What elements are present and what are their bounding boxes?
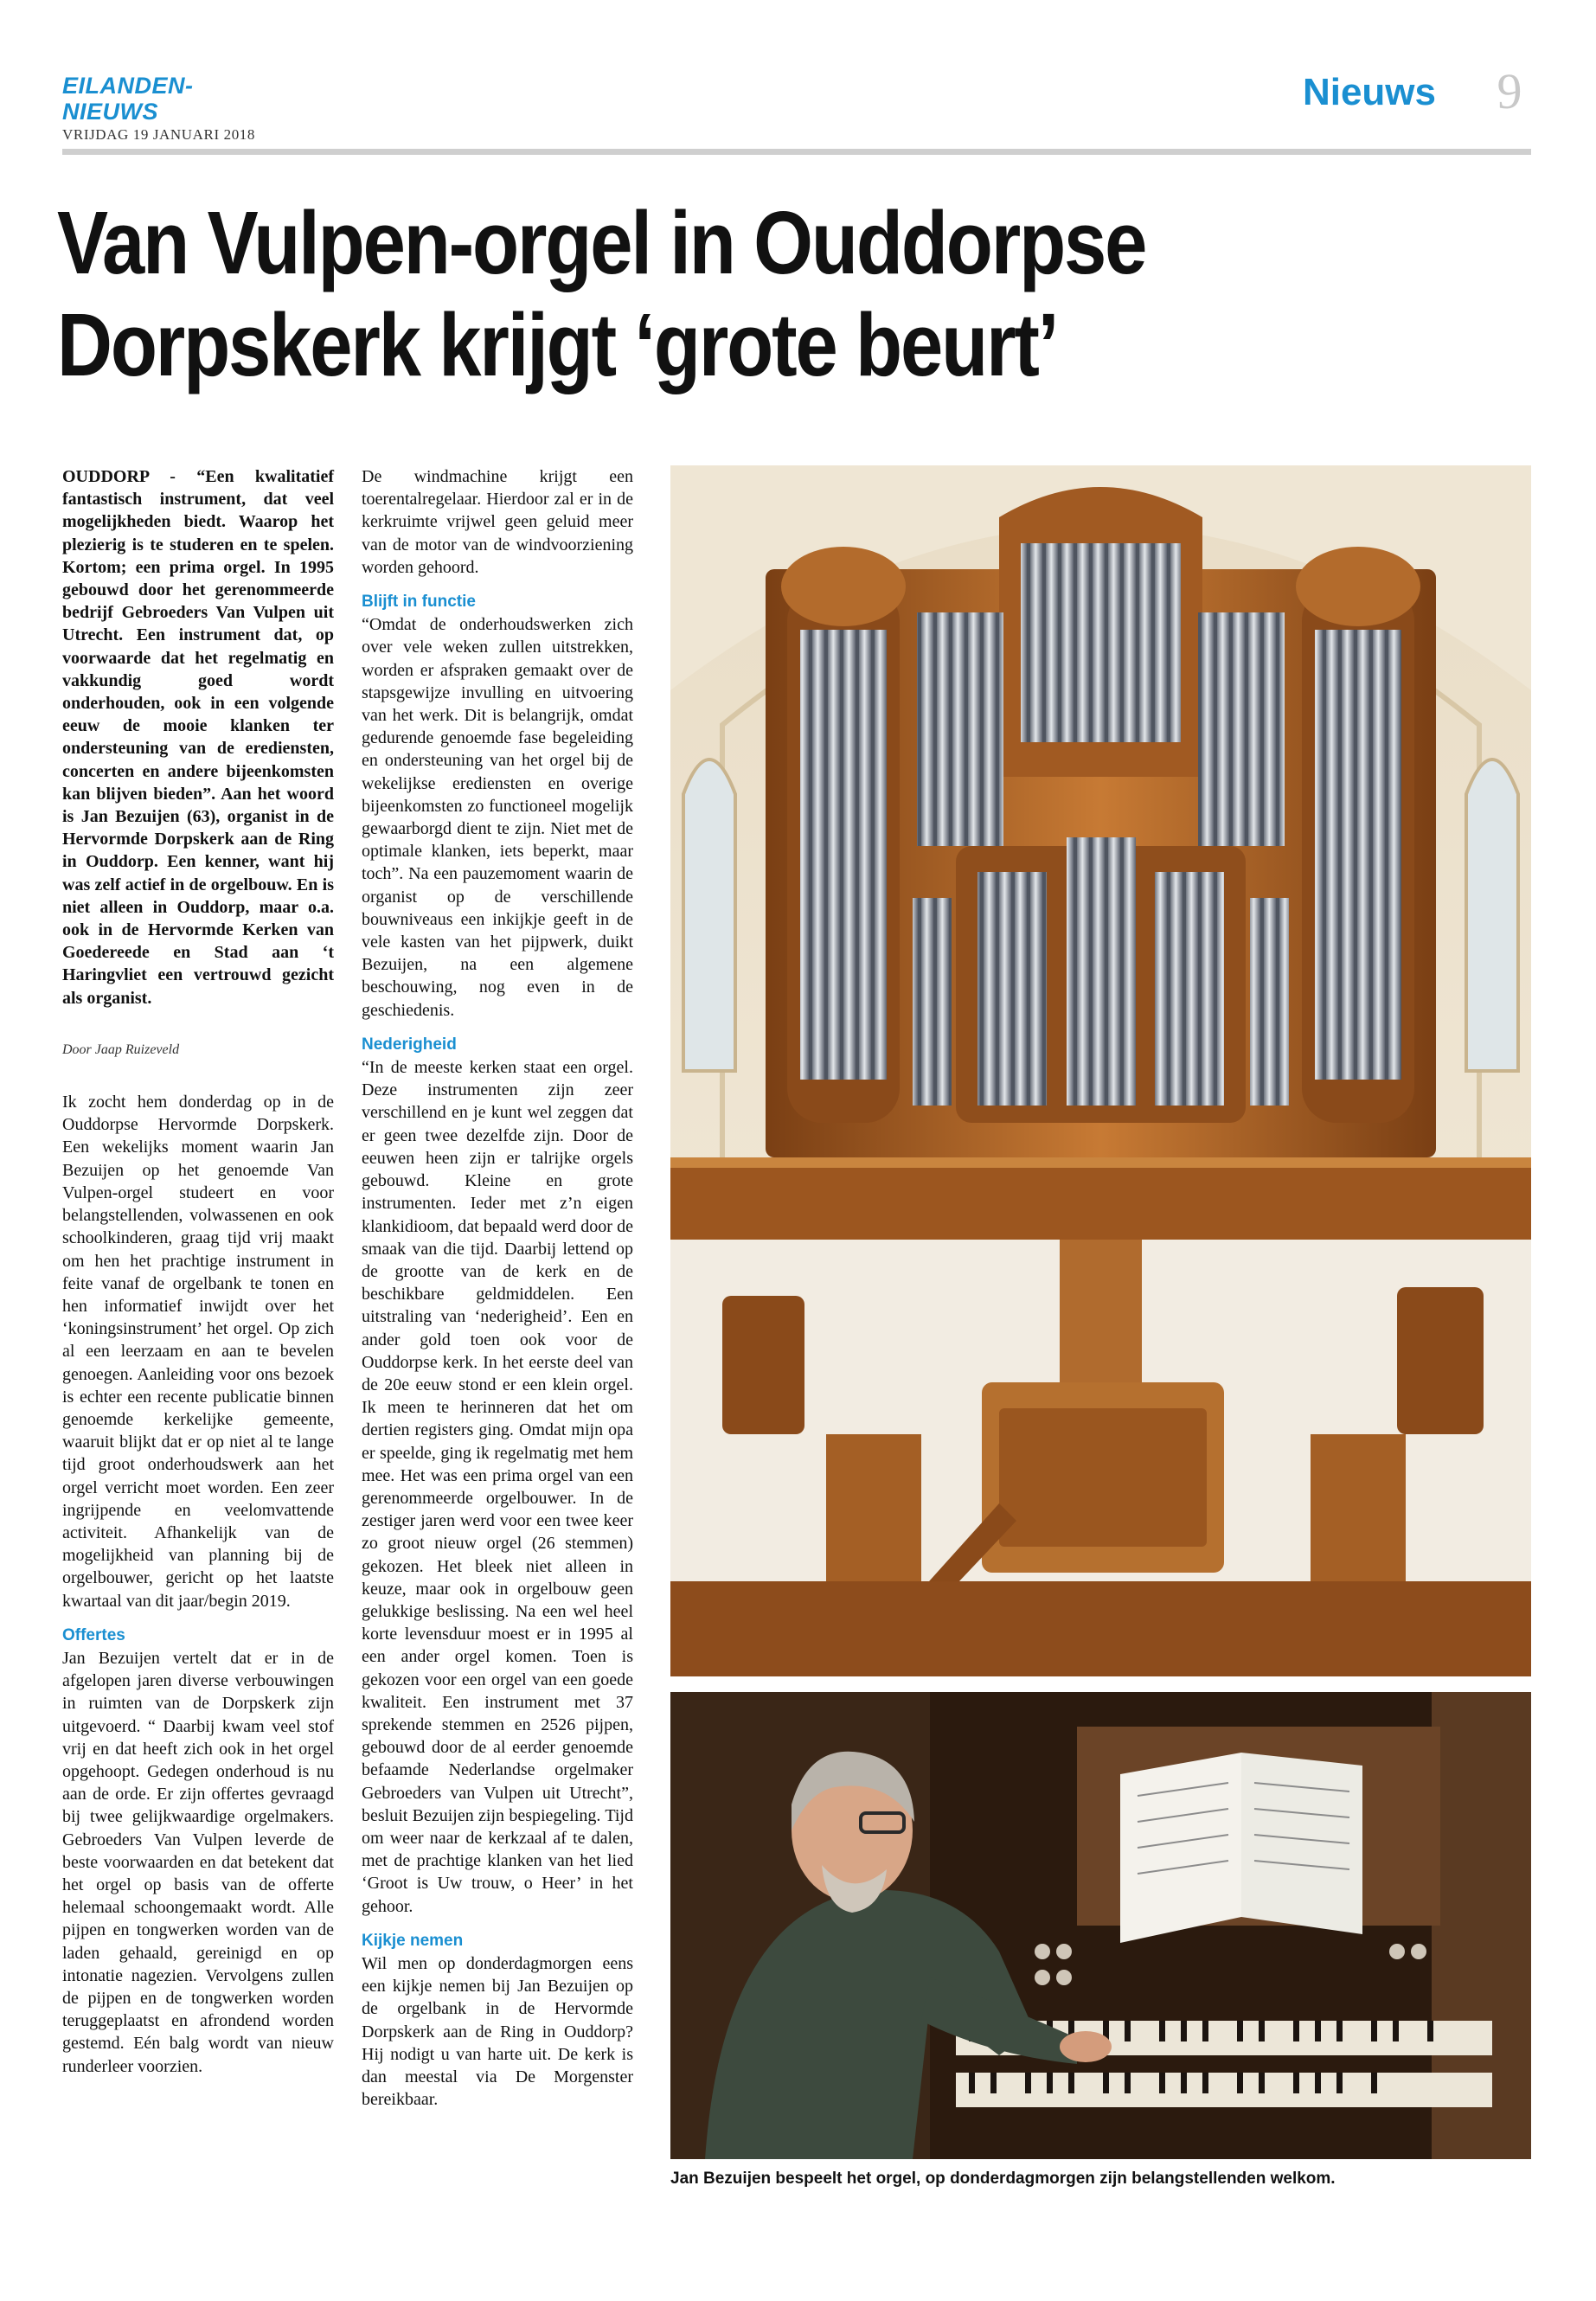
masthead	[62, 73, 287, 143]
subhead-offertes: Offertes	[62, 1625, 125, 1644]
section-label: Nieuws	[1302, 71, 1436, 113]
subhead-kijkje-nemen: Kijkje nemen	[362, 1931, 464, 1950]
article-paragraph: “In de meeste kerken staat een orgel. Deze instrumenten zijn zeer verschillend en je kunt wel zeggen dat er geen twee dezelfde zijn. Door de eeuwen heen zijn er talrijke orgels gebouwd. Kleine en grote instrumenten. Ieder met z’n eigen klankidioom, dat bepaald werd door de smaak van die tijd. Daarbij lettend op de grootte van de kerk en de beschikbare geldmiddelen. Een uitstraling van ‘nederigheid’. Een en ander gold toen ook voor de Ouddorpse kerk. In het eerste deel van de 20e eeuw stond er een klein orgel. Ik meen te herinneren dat het om dertien registers ging. Omdat mijn opa er speelde, ging ik regelmatig met hem mee. Het was een prima orgel van een gerenommeerde orgelbouwer. In de zestiger jaren werd voor een twee keer zo groot nieuw orgel (26 stemmen) gekozen. Het bleek niet alleen in keuze, maar ook in orgelbouw geen gelukkige beslissing. Na een wel heel korte levensduur moest er in 1995 al een ander orgel komen. Toen is gekozen voor een orgel van een goede kwaliteit. Een instrument met 37 sprekende stemmen en 2526 pijpen, gebouwd door de al eerder genoemde befaamde Nederlandse orgelmaker Gebroeders van Vulpen uit Utrecht”, besluit Bezuijen zijn bespiegeling. Tijd om weer naar de kerkzaal af te dalen, met de prachtige klanken van het lied ‘Groot is Uw trouw, o Heer’ in het gehoor.	[362, 1058, 633, 1916]
article-column-2	[362, 465, 633, 2111]
organ-illustration	[670, 465, 1531, 1676]
masthead-logo: EILANDEN-NIEUWS	[62, 73, 194, 125]
headline-line-1: Van Vulpen-orgel in Ouddorpse	[57, 193, 1146, 292]
organist-photo	[670, 1692, 1531, 2159]
photo-caption: Jan Bezuijen bespeelt het orgel, op donderdagmorgen zijn belangstellenden welkom.	[670, 2170, 1336, 2188]
article-paragraph: Jan Bezuijen vertelt dat er in de afgelopen jaren diverse verbouwingen in ruimten van de Dorpskerk zijn uitgevoerd. “ Daarbij kwam veel stof vrij en dat heeft zich ook in het orgel opgehoopt. Gedegen onderhoud is nu aan de orde. Er zijn offertes gevraagd bij twee gelijkwaardige orgelmakers. Gebroeders Van Vulpen leverde de beste voorwaarden en dat betekent dat het orgel op basis van de offerte helemaal schoongemaakt wordt. Alle pijpen en tongwerken worden van de laden gehaald, gereinigd en op intonatie nagezien. Vervolgens zullen de pijpen en de tongwerken worden teruggeplaatst en afrondend worden gestemd. Eén balg wordt van nieuw runderleer voorzien.	[62, 1648, 334, 2076]
masthead-date: VRIJDAG 19 JANUARI 2018	[62, 126, 255, 143]
article-column-1	[62, 465, 334, 2078]
page-number: 9	[1497, 63, 1522, 119]
headline-line-2: Dorpskerk krijgt ‘grote beurt’	[57, 295, 1058, 394]
top-rule	[62, 149, 1531, 155]
organist-illustration	[670, 1692, 1531, 2159]
article-paragraph: De windmachine krijgt een toerentalregelaar. Hierdoor zal er in de kerkruimte vrijwel geen geluid meer van de motor van de windvoorziening worden gehoord.	[362, 467, 633, 577]
article-paragraph: Wil men op donderdagmorgen eens een kijkje nemen bij Jan Bezuijen op de orgelbank in de Hervormde Dorpskerk aan de Ring in Ouddorp? Hij nodigt u van harte uit. De kerk is dan meestal via De Morgenster bereikbaar.	[362, 1954, 633, 2110]
article-paragraph: “Omdat de onderhoudswerken zich over vele weken zullen uitstrekken, worden er afspraken gemaakt over de stapsgewijze invulling en uitvoering van het werk. Dit is belangrijk, omdat gedurende genoemde fase begeleiding en ondersteuning van het orgel bij de wekelijkse erediensten en overige bijeenkomsten zo functioneel mogelijk gewaarborgd dient te zijn. Niet met de optimale klanken, iets beperkt, maar toch”. Na een pauzemoment waarin de organist op de verschillende bouwniveaus een inkijkje geeft in de vele kasten van het pijpwerk, duikt Bezuijen, na een algemene beschouwing, nog even in de geschiedenis.	[362, 615, 633, 1020]
article-paragraph: Ik zocht hem donderdag op in de Ouddorpse Hervormde Dorpskerk. Een wekelijks moment waarin Jan Bezuijen op het genoemde Van Vulpen-orgel studeert en voor belangstellenden, volwassenen en ook schoolkinderen, graag tijd vrij maakt om hen het prachtige instrument in feite vanaf de orgelbank te tonen en hen informatief inwijdt over het ‘koningsinstrument’ het orgel. Op zich al een leerzaam en aan te bevelen genoegen. Aanleiding voor ons bezoek is echter een recente publicatie binnen genoemde kerkelijke gemeente, waaruit blijkt dat er op niet al te lange tijd groot onderhoudswerk aan het orgel verricht moet worden. Een zeer ingrijpende en veelomvattende activiteit. Afhankelijk van de mogelijkheid van planning bij de orgelbouwer, gericht op het laatste kwartaal van dit jaar/begin 2019.	[62, 1093, 334, 1611]
byline: Door Jaap Ruizeveld	[62, 1042, 180, 1057]
subhead-nederigheid: Nederigheid	[362, 1035, 457, 1054]
organ-photo	[670, 465, 1531, 1676]
subhead-blijft-in-functie: Blijft in functie	[362, 593, 476, 612]
article-lead: OUDDORP - “Een kwalitatief fantastisch instrument, dat veel mogelijkheden biedt. Waarop het plezierig is te studeren en te spelen. Kortom; een prima orgel. In 1995 gebouwd door het gerenommeerde bedrijf Gebroeders Van Vulpen uit Utrecht. Een instrument dat, op voorwaarde dat het regelmatig en vakkundig goed wordt onderhouden, ook in een volgende eeuw de mooie klanken ter ondersteuning van de erediensten, concerten en andere bijeenkomsten kan blijven bieden”. Aan het woord is Jan Bezuijen (63), organist in de Hervormde Dorpskerk aan de Ring in Ouddorp. Een kenner, want hij was zelf actief in de orgelbouw. En is niet alleen in Ouddorp, maar o.a. ook in de Hervormde Kerken van Goedereede en Stad aan ‘t Haringvliet een vertrouwd gezicht als organist.	[62, 467, 334, 1008]
headline	[57, 192, 1322, 396]
